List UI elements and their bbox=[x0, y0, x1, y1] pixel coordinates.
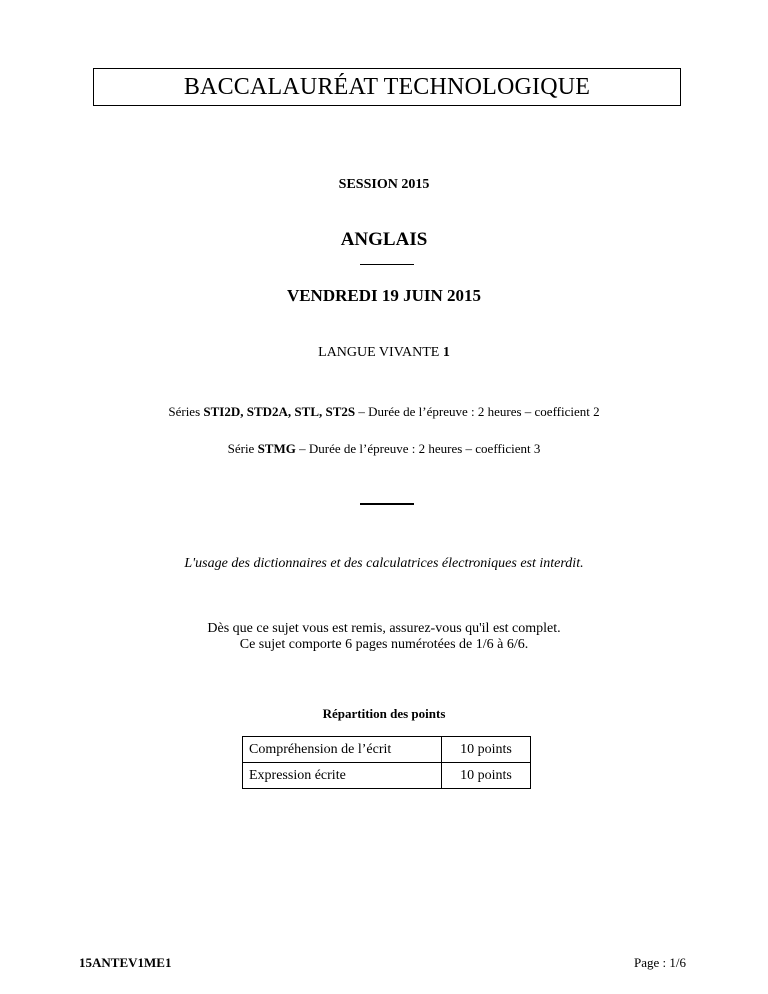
exam-title: BACCALAURÉAT TECHNOLOGIQUE bbox=[183, 73, 591, 100]
session-label: SESSION 2015 bbox=[338, 177, 430, 192]
exam-date: VENDREDI 19 JUIN 2015 bbox=[286, 286, 482, 305]
langue-text: LANGUE VIVANTE bbox=[318, 345, 443, 360]
langue-vivante bbox=[0, 345, 768, 361]
series-prefix: Série bbox=[227, 441, 258, 456]
table-cell-points: 10 points bbox=[442, 763, 531, 789]
series-codes: STMG bbox=[257, 441, 296, 456]
series-line-1 bbox=[0, 404, 768, 420]
series-suffix: – Durée de l’épreuve : 2 heures – coefficient 3 bbox=[295, 441, 541, 456]
table-cell-label: Compréhension de l’écrit bbox=[243, 737, 442, 763]
subject-underline bbox=[360, 264, 414, 265]
table-cell-label: Expression écrite bbox=[243, 763, 442, 789]
subject-title: ANGLAIS bbox=[340, 229, 428, 250]
page-number: Page : 1/6 bbox=[634, 955, 686, 970]
table-row bbox=[243, 763, 531, 789]
series-prefix: Séries bbox=[168, 404, 204, 419]
usage-notice: L'usage des dictionnaires et des calculatrices électroniques est interdit. bbox=[184, 556, 584, 571]
exam-title-box bbox=[93, 68, 681, 106]
table-cell-points: 10 points bbox=[442, 737, 531, 763]
series-codes: STI2D, STD2A, STL, ST2S bbox=[203, 404, 356, 419]
points-table bbox=[242, 736, 531, 789]
completeness-notice-line-1: Dès que ce sujet vous est remis, assurez-vous qu'il est complet. bbox=[207, 621, 561, 636]
section-divider bbox=[360, 503, 414, 505]
document-code: 15ANTEV1ME1 bbox=[79, 955, 172, 970]
points-distribution-title: Répartition des points bbox=[322, 706, 446, 721]
table-row bbox=[243, 737, 531, 763]
completeness-notice-line-2: Ce sujet comporte 6 pages numérotées de 1/6 à 6/6. bbox=[239, 637, 529, 652]
series-suffix: – Durée de l’épreuve : 2 heures – coefficient 2 bbox=[355, 404, 600, 419]
series-line-2 bbox=[0, 441, 768, 457]
langue-number: 1 bbox=[442, 345, 450, 360]
